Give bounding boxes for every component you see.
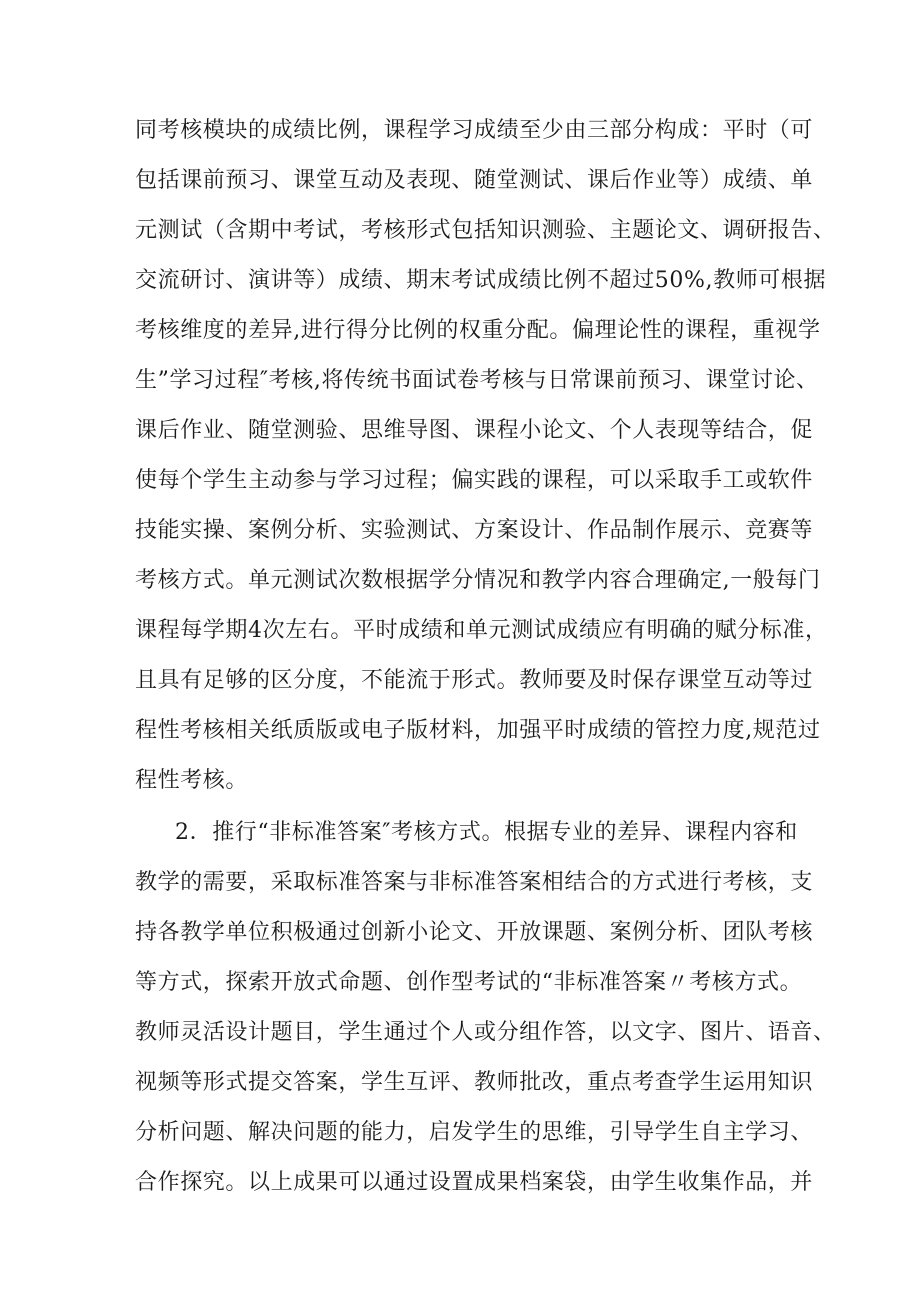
text-line: 程性考核。 — [135, 768, 249, 793]
text-line: 合作探究。以上成果可以通过设置成果档案袋，由学生收集作品，并 — [135, 1170, 814, 1195]
text-line: 教师灵活设计题目，学生通过个人或分组作答，以文字、图片、语音、 — [135, 1020, 836, 1045]
text-line: 程性考核相关纸质版或电子版材料，加强平时成绩的管控力度,规范过 — [135, 718, 821, 743]
text-line: 课程每学期4次左右。平时成绩和单元测试成绩应有明确的赋分标准， — [135, 618, 828, 643]
text-line: 考核方式。单元测试次数根据学分情况和教学内容合理确定,一般每门 — [135, 568, 821, 593]
text-line: 生”学习过程″考核,将传统书面试卷考核与日常课前预习、课堂讨论、 — [135, 368, 819, 393]
text-line: 交流研讨、演讲等）成绩、期末考试成绩比例不超过50%,教师可根据 — [135, 268, 827, 293]
text-line: 技能实操、案例分析、实验测试、方案设计、作品制作展示、竞赛等 — [135, 518, 814, 543]
text-line: 考核维度的差异,进行得分比例的权重分配。偏理论性的课程，重视学 — [135, 318, 821, 343]
text-line: 2．推行“非标准答案″考核方式。根据专业的差异、课程内容和 — [175, 820, 798, 845]
text-line: 元测试（含期中考试，考核形式包括知识测验、主题论文、调研报告、 — [135, 218, 836, 243]
text-line: 等方式，探索开放式命题、创作型考试的“非标准答案〃考核方式。 — [135, 970, 803, 995]
text-line: 视频等形式提交答案，学生互评、教师批改，重点考查学生运用知识 — [135, 1070, 814, 1095]
text-line: 使每个学生主动参与学习过程；偏实践的课程，可以采取手工或软件 — [135, 468, 814, 493]
text-line: 包括课前预习、课堂互动及表现、随堂测试、课后作业等）成绩、单 — [135, 168, 814, 193]
text-line: 持各教学单位积极通过创新小论文、开放课题、案例分析、团队考核 — [135, 920, 814, 945]
text-line: 教学的需要，采取标准答案与非标准答案相结合的方式进行考核，支 — [135, 870, 814, 895]
text-line: 且具有足够的区分度，不能流于形式。教师要及时保存课堂互动等过 — [135, 668, 814, 693]
text-line: 课后作业、随堂测验、思维导图、课程小论文、个人表现等结合，促 — [135, 418, 814, 443]
text-line: 同考核模块的成绩比例，课程学习成绩至少由三部分构成：平时（可 — [135, 118, 814, 143]
text-line: 分析问题、解决问题的能力，启发学生的思维，引导学生自主学习、 — [135, 1120, 814, 1145]
